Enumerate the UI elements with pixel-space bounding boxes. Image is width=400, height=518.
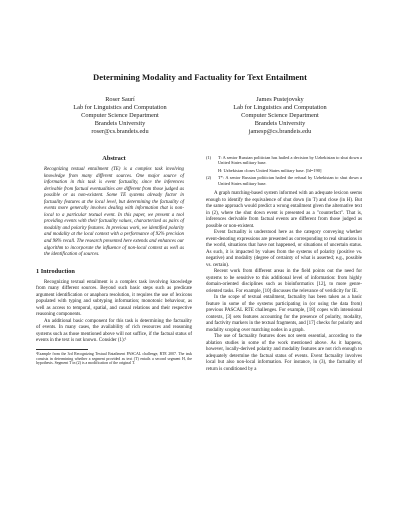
author-email[interactable]: roser@cs.brandeis.edu [91,128,149,136]
section-heading: 1 Introduction [36,267,75,275]
paragraph: A graph matching-based system informed with an adequate lexicon seems enough to identify the equivalence of shut down (in T) and close (in H). But the same approach would predict a wrong entailment given the alternative text in (2), where the shut down event is presented as a "counterfact". That is, inferences derivable from factual events are different from those judged as possible or non-existent. [206,191,362,229]
example-number: (2) [206,175,212,181]
author-block [40,96,200,136]
example-number: (1) [206,155,212,160]
right-column [206,155,362,373]
example-item [206,155,362,166]
paragraph: An additional basic component for this task is determining the factuality of events. In many cases, the availability of rich resources and reasoning systems such as those mentioned above will not suffice, if the factual status of events in the text is not known. Consider (1):¹ [36,318,192,344]
author-name: Roser Saurí [105,96,135,103]
paragraph: In the scope of textual entailment, factuality has been taken as a basic feature in some of the systems participating in (or using the data from) previous PASCAL RTE challenges. For example, [18] copes with intensional contexts, [3] sets features accounting for the presence of polarity, modality, and factivity markers in the textual fragments, and [17] checks for polarity and modality scoping over matching nodes in a graph. [206,295,362,333]
paragraph: Event factuality is understood here as the category conveying whether event-denoting expressions are presented as corresponding to real situations in the world, situations that have not happened, or situations of uncertain status. As such, it is impacted by values from the systems of polarity (positive vs. negative) and modality (degree of certainty of what is asserted; e.g., possible vs. certain). [206,230,362,268]
example-text: T: A senior Russian politician has hailed a decision by Uzbekistan to shut down a United States military base. [218,155,362,166]
author-university: Brandeis University [254,120,306,128]
author-name: James Pustejovsky [256,96,304,103]
example-item [206,168,362,173]
author-department: Computer Science Department [81,112,159,120]
paragraph: Recent work from different areas in the field points out the need for systems to be sensitive to this additional level of information: from highly domain-oriented disciplines such as bioinformatics [12], to more genre-oriented tasks. For example, [10] discusses the relevance of veridicity for IE. [206,269,362,294]
examples-block [206,155,362,186]
author-department: Computer Science Department [241,112,319,120]
author-email[interactable]: jamesp@cs.brandeis.edu [248,128,312,136]
paper-title: Determining Modality and Factuality for Text Entailment [92,72,308,82]
author-block [200,96,360,136]
example-item [206,175,362,186]
example-number [206,168,218,173]
footnote: ¹Example from the 3rd Recognizing Textual Entailment PASCAL challenge, RTE 2007. The task consists in determining whether a segment provided as text (T) entails a second segment H, the hypothesis. Segment T in (2) is a modification of the original T. [36,351,192,366]
abstract-text: Recognizing textual entailment (TE) is a complex task involving knowledge from many different sources. One major source of information in this task is event factuality, since the inferences derivable from factual eventualities are different from those judged as possible or as non-existent. Some TE systems already factor in factuality features at the local level, but determining the factuality of events more generally involves dealing with information that is non-local to a particular textual event. In this paper, we present a tool providing events with their factuality values, characterized as pairs of modality and polarity features. In previous work, we identified polarity and modality at the local context with a performance of 92% precision and 98% recall. The research presented here extends and enhances our algorithm to incorporate the influence of non-local context as well as the identification of sources. [44,167,184,258]
author-affiliation: Lab for Linguistics and Computation [73,104,167,112]
left-column [36,155,192,366]
footnote-divider [36,349,88,350]
example-text: H: Uzbekistan closes United States military base. [Id=190] [218,167,322,173]
example-text: T*: A senior Russian politician hailed the refusal by Uzbekistan to shut down a United States military base. [218,175,362,186]
abstract-heading: Abstract [102,155,126,162]
author-affiliation: Lab for Linguistics and Computation [233,104,327,112]
author-university: Brandeis University [94,120,146,128]
paragraph: The use of factuality features does not seem essential, according to the ablation studies in some of the work mentioned above. As it happens, however, locally-derived polarity and modality features are not rich enough to adequately determine the factual status of events. Event factuality involves local but also non-local information. For instance, in (3), the factuality of return is conditioned by a [206,334,362,372]
paragraph: Recognizing textual entailment is a complex task involving knowledge from many different sources. Beyond such basic steps such as predicate argument identification or anaphora resolution, it requires the use of lexicons populated with typing and subtyping information; monotonic behaviour, as well as access to temporal, spatial, and causal relations and their respective reasoning components. [36,279,192,318]
